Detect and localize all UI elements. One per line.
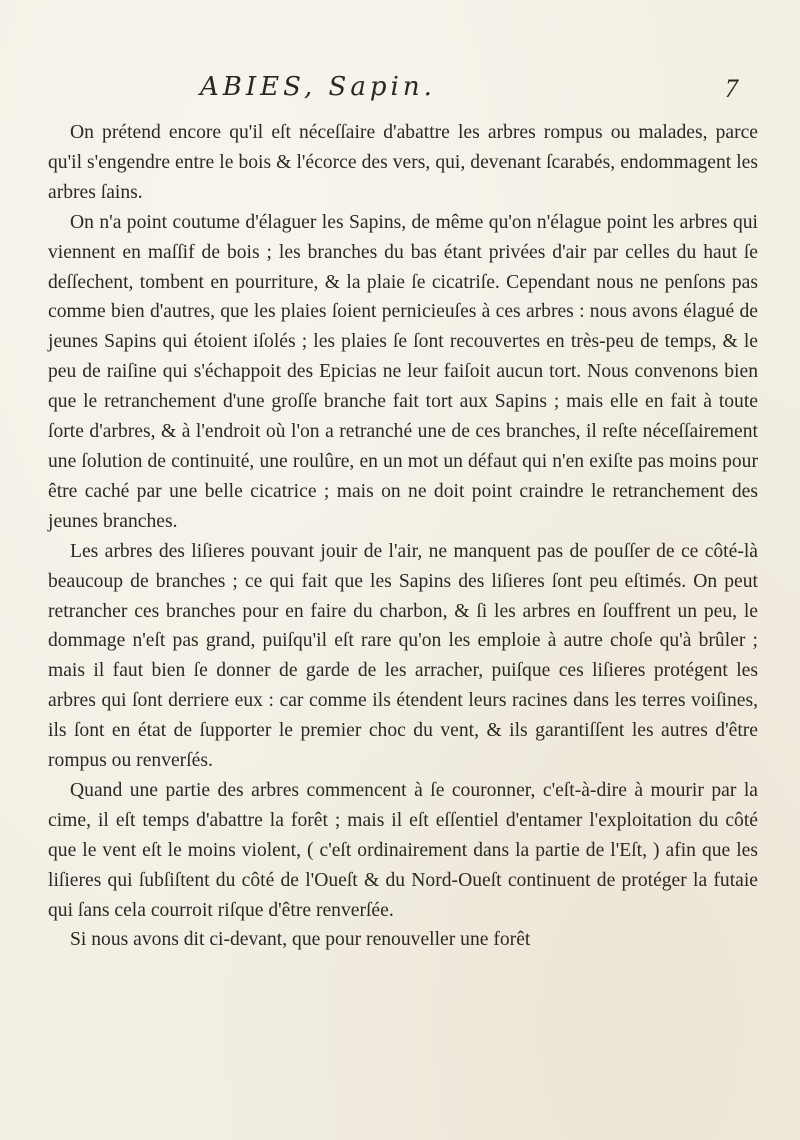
page-header xyxy=(0,72,800,112)
paragraph-lisieres: Les arbres des liſieres pouvant jouir de l'air, ne manquent pas de pouſſer de ce côté-là beaucoup de branches ; ce qui fait que les Sapins des liſieres ſont peu eſtimés. On peut retrancher ces branches pour en faire du charbon, & ſi les arbres en ſouffrent un peu, le dommage n'eſt pas grand, puiſqu'il eſt rare qu'on les emploie à autre choſe qu'à brûler ; mais il faut bien ſe donner de garde de les arracher, puiſque ces liſieres protégent les arbres qui ſont derriere eux : car comme ils étendent leurs racines dans les terres voiſines, ils ſont en état de ſupporter le premier choc du vent, & ils garantiſſent les autres d'être rompus ou renverſés. xyxy=(48,540,758,772)
paragraph-couronner: Quand une partie des arbres commencent à ſe couronner, c'eſt-à-dire à mourir par la cime, il eſt temps d'abattre la forêt ; mais il eſt eſſentiel d'entamer l'exploitation du côté que le vent eſt le moins violent, ( c'eſt ordinairement dans la partie de l'Eſt, ) afin que les liſieres qui ſubſiſtent du côté de l'Oueſt & du Nord-Oueſt continuent de protéger la futaie qui ſans cela courroit riſque d'être renverſée. xyxy=(48,779,758,921)
running-title: ABIES, Sapin. xyxy=(200,72,436,102)
paragraph-renouveller: Si nous avons dit ci-devant, que pour renouveller une forêt xyxy=(70,929,531,951)
body-text xyxy=(48,118,758,955)
paragraph-rompus: On prétend encore qu'il eſt néceſſaire d'abattre les arbres rompus ou malades, parce qu'il s'engendre entre le bois & l'écorce des vers, qui, devenant ſcarabés, endommagent les arbres ſains. xyxy=(48,122,758,203)
paragraph-elaguer: On n'a point coutume d'élaguer les Sapins, de même qu'on n'élague point les arbres qui viennent en maſſif de bois ; les branches du bas étant privées d'air par celles du haut ſe deſſechent, tombent en pourriture, & la plaie ſe cicatriſe. Cependant nous ne penſons pas comme bien d'autres, que les plaies ſoient pernicieuſes à ces arbres : nous avons élagué de jeunes Sapins qui étoient iſolés ; les plaies ſe ſont recouvertes en très-peu de temps, & le peu de raiſine qui s'échappoit des Epicias ne leur faiſoit aucun tort. Nous convenons bien que le retranchement d'une groſſe branche fait tort aux Sapins ; mais elle en fait à toute ſorte d'arbres, & à l'endroit où l'on a retranché une de ces branches, il reſte néceſſairement une ſolution de continuité, une roulûre, en un mot un défaut qui n'en exiſte pas moins pour être caché par une belle cicatrice ; mais on ne doit point craindre le retranchement des jeunes branches. xyxy=(48,211,758,532)
page-number: 7 xyxy=(725,74,738,103)
